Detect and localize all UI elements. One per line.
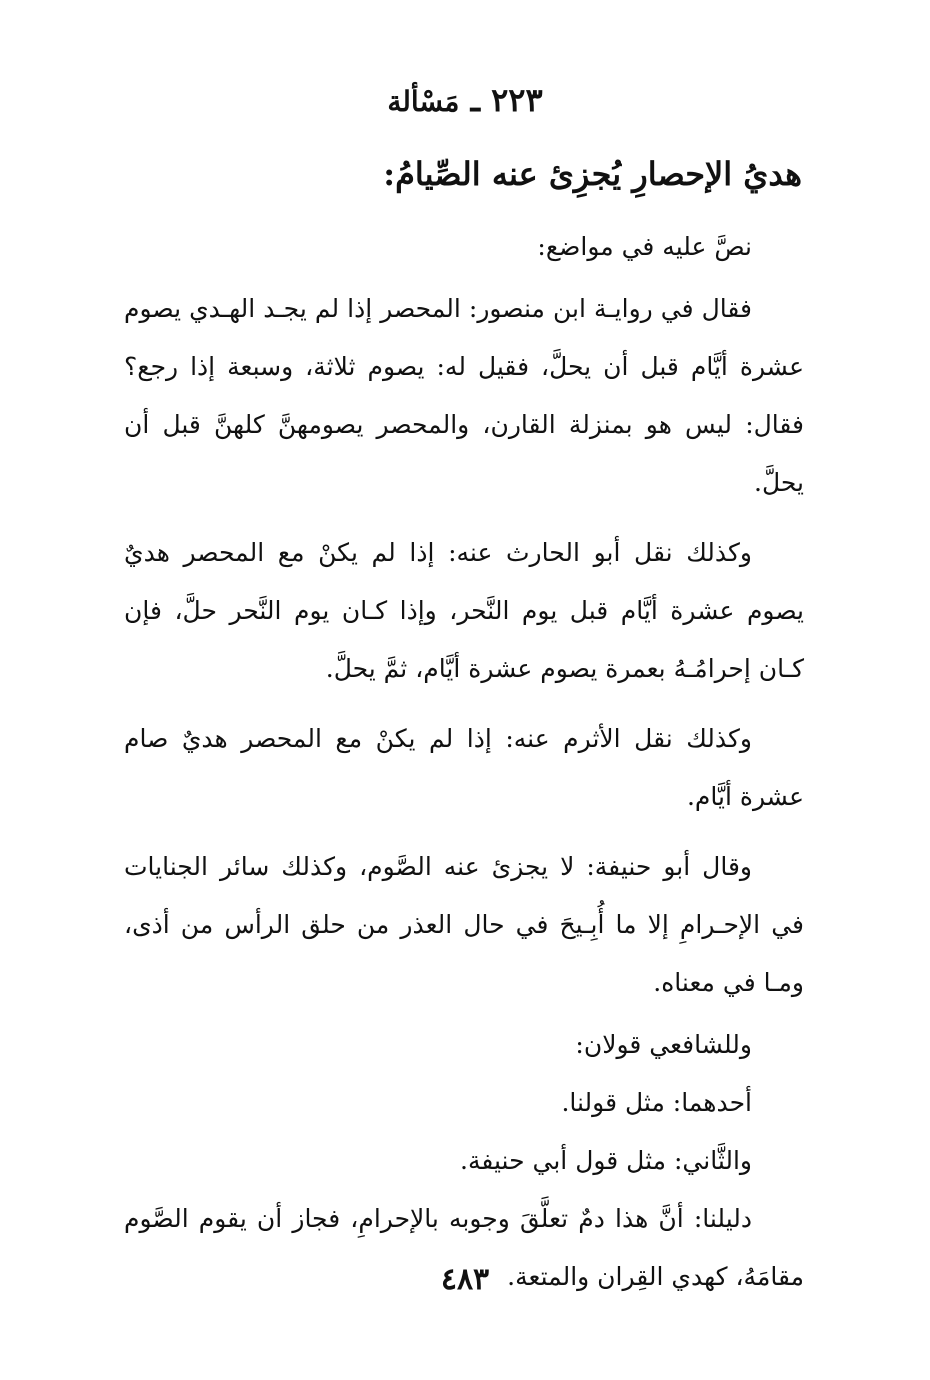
paragraph: أحدهما: مثل قولنا. <box>561 1088 752 1117</box>
page-number: ٤٨٣ <box>440 1262 490 1297</box>
paragraph: دليلنا: أنَّ هذا دمٌ تعلَّقَ وجوبه بالإحرامِ، فجاز أن يقوم الصَّوم مقامَهُ، كهدي القِران والمتعة. <box>124 1204 804 1291</box>
paragraph: وللشافعي قولان: <box>575 1030 752 1059</box>
paragraph: فقال في روايـة ابن منصور: المحصر إذا لم يجـد الهـدي يصوم عشرة أيَّام قبل أن يحلَّ، فقيل له: يصوم ثلاثة، وسبعة إذا رجع؟ فقال: ليس هو بمنزلة القارن، والمحصر يصومهنَّ كلهنَّ قبل أن يحلَّ. <box>124 294 804 497</box>
paragraph: وكذلك نقل أبو الحارث عنه: إذا لم يكنْ مع المحصر هديٌ يصوم عشرة أيَّام قبل يوم النَّحر، وإذا كـان يوم النَّحر حلَّ، فإن كـان إحرامُـهُ بعمرة يصوم عشرة أيَّام، ثمَّ يحلَّ. <box>124 538 804 683</box>
body-text <box>124 218 804 1306</box>
issue-heading: هديُ الإحصارِ يُجزِئ عنه الصِّيامُ: <box>383 155 802 193</box>
issue-separator: ـ <box>470 81 480 119</box>
issue-header <box>0 78 930 124</box>
issue-word: مَسْألة <box>387 85 460 118</box>
paragraph: نصَّ عليه في مواضع: <box>537 232 752 261</box>
paragraph: وقال أبو حنيفة: لا يجزئ عنه الصَّوم، وكذلك سائر الجنايات في الإحـرامِ إلا ما أُبِـيحَ في حال العذر من حلق الرأس من أذى، ومـا في معناه. <box>124 852 804 997</box>
paragraph: وكذلك نقل الأثرم عنه: إذا لم يكنْ مع المحصر هديٌ صام عشرة أيَّام. <box>124 724 804 811</box>
paragraph: والثَّاني: مثل قول أبي حنيفة. <box>460 1146 752 1175</box>
issue-number: ٢٢٣ <box>491 81 543 119</box>
